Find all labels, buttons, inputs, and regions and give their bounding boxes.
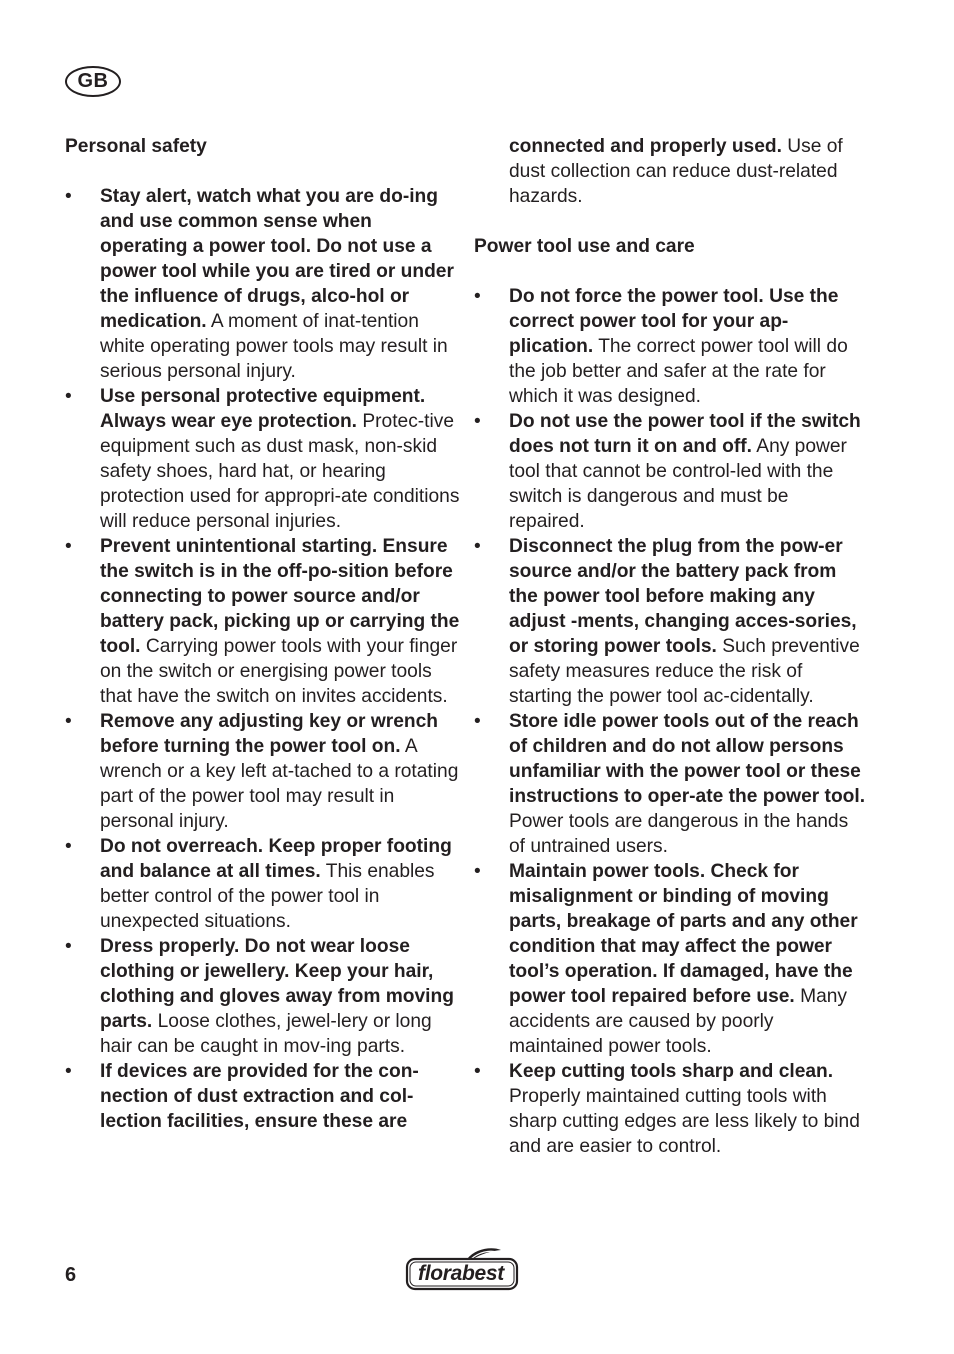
item-bold-text: If devices are provided for the con-nection of dust extraction and col-lection facilities, ensure these are [100,1061,419,1132]
section-heading-power-tool-use: Power tool use and care [474,236,695,257]
item-text: Protec-tive equipment such as dust mask, non-skid safety shoes, hard hat, or hearing protection used for appropri-ate conditions will reduce personal injuries. [100,411,460,532]
page-number: 6 [65,1264,77,1286]
list-item [474,1059,869,1159]
item-bold-text: Do not use the power tool if the switch does not turn it on and off. [509,411,861,457]
item-text: Power tools are dangerous in the hands of untrained users. [509,811,849,857]
list-item [65,384,460,534]
item-text: Carrying power tools with your finger on the switch or energising power tools that have the switch on invites accidents. [100,636,458,707]
continuation-bold-text: connected and properly used. [509,136,782,157]
item-text: This enables better control of the power tool in unexpected situations. [100,861,435,932]
item-bold-text: Prevent unintentional starting. Ensure the switch is in the off-po-sition before connecting to power source and/or battery pack, picking up or carrying the tool. [100,536,460,657]
list-item [474,409,869,534]
spacer [65,159,460,184]
item-text: Many accidents are caused by poorly maintained power tools. [509,986,848,1057]
right-column [474,134,869,1159]
list-item [65,834,460,934]
personal-safety-list [65,184,460,1134]
list-item [65,184,460,384]
item-bold-text: Remove any adjusting key or wrench before turning the power tool on. [100,711,439,757]
spacer [474,259,869,284]
item-text: A wrench or a key left at-tached to a rotating part of the power tool may result in personal injury. [100,736,459,832]
left-column [65,134,460,1134]
item-text: Any power tool that cannot be control-led with the switch is dangerous and must be repaired. [509,436,847,532]
item-text: Properly maintained cutting tools with sharp cutting edges are less likely to bind and are easier to control. [509,1086,860,1157]
item-bold-text: Store idle power tools out of the reach of children and do not allow persons unfamiliar with the power tool or these instructions to oper-ate the power tool. [509,711,866,807]
item-bold-text: Use personal protective equipment. Always wear eye protection. [100,386,426,432]
list-item [65,709,460,834]
continued-paragraph [474,134,869,209]
item-bold-text: Do not force the power tool. Use the correct power tool for your ap-plication. [509,286,839,357]
list-item [474,534,869,709]
florabest-logo [405,1247,521,1291]
list-item [65,1059,460,1134]
item-text: A moment of inat-tention white operating power tools may result in serious personal injury. [100,311,448,382]
spacer [474,209,869,234]
continuation-text: Use of dust collection can reduce dust-related hazards. [509,136,843,207]
item-text: Such preventive safety measures reduce the risk of starting the power tool ac-cidentally. [509,636,860,707]
item-bold-text: Disconnect the plug from the pow-er source and/or the battery pack from the power tool before making any adjust -ments, changing acces-sories, or storing power tools. [509,536,857,657]
list-item [65,534,460,709]
list-item [65,934,460,1059]
item-bold-text: Do not overreach. Keep proper footing and balance at all times. [100,836,452,882]
item-bold-text: Keep cutting tools sharp and clean. [509,1061,834,1082]
section-heading-personal-safety: Personal safety [65,136,207,157]
language-badge: GB [65,66,121,97]
list-item [474,284,869,409]
item-text: Loose clothes, jewel-lery or long hair can be caught in mov-ing parts. [100,1011,432,1057]
logo-wordmark: florabest [418,1262,504,1285]
item-bold-text: Stay alert, watch what you are do-ing and use common sense when operating a power tool. Do not use a power tool while you are tired or under the influence of drugs, alco-hol or medication. [100,186,454,332]
list-item [474,709,869,859]
item-bold-text: Maintain power tools. Check for misalignment or binding of moving parts, breakage of parts and any other condition that may affect the power tool’s operation. If damaged, have the power tool repaired before use. [509,861,858,1007]
item-text: The correct power tool will do the job better and safer at the rate for which it was designed. [509,336,848,407]
list-item [474,859,869,1059]
item-bold-text: Dress properly. Do not wear loose clothing or jewellery. Keep your hair, clothing and gloves away from moving parts. [100,936,454,1032]
power-tool-use-list [474,284,869,1159]
